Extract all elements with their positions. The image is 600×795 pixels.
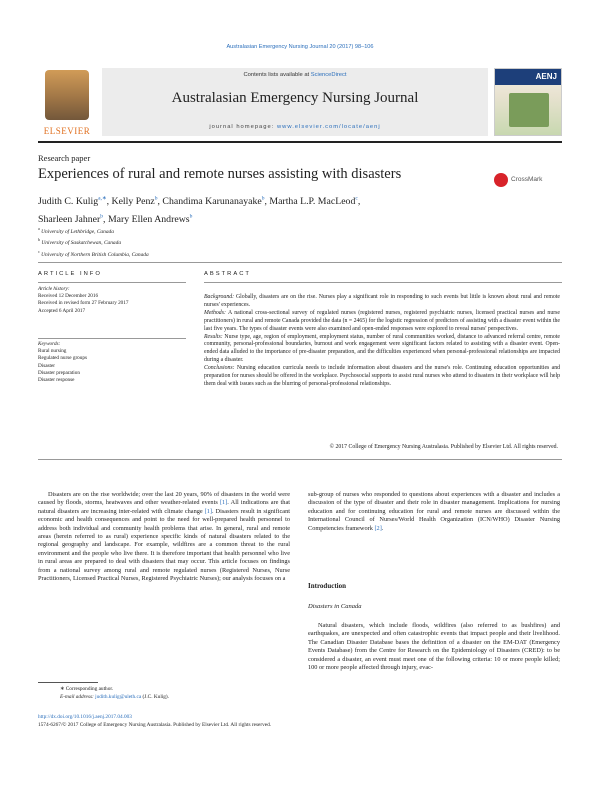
journal-title: Australasian Emergency Nursing Journal [171, 90, 419, 106]
body-right-column: sub-group of nurses who responded to questions about experiences with a disaster and includes a discussion of the type of disaster and their role in disaster management. Implications for nursing education and for continuing education for rural and remote nurses are discussed within the International Council of Nurses/World Health Organization (ICN/WHO) Disaster Nursing Competencies framework [2]. [308, 491, 560, 532]
homepage-prefix: journal homepage: [209, 124, 277, 130]
article-title: Experiences of rural and remote nurses assisting with disasters [38, 166, 402, 182]
article-type: Research paper [38, 153, 91, 163]
affiliation: $^b$ University of Saskatchewan, Canada [38, 237, 122, 247]
elsevier-tree-icon [45, 70, 89, 120]
body-paragraph: Natural disasters, which include floods, wildfires (also referred to as bushfires) and earthquakes, are unexpected and often catastrophic events that impact people and their livelihood. The Canadian Disaster Database bases the definition of a disaster on the EM-DAT (Emergency Events Database) from the Centre for Research on the Epidemiology of Disasters (CRED): to be considered a disaster, an event must meet one of the following criteria: 10 or more people killed; 100 or more people affected through injury, evac- [308, 622, 560, 672]
crossmark-icon [494, 173, 508, 187]
affiliation: $^a$ University of Lethbridge, Canada [38, 226, 114, 235]
keywords: Keywords: Rural nursing Regulated nurse groups Disaster Disaster preparation Disaster response [38, 341, 186, 384]
author[interactable]: Mary Ellen Andrews$^b$ [107, 213, 193, 225]
abstract-background: Background: Globally, disasters are on the rise. Nurses play a significant role in responding to such events but little is known about rural and remote nurses' experiences. [204, 294, 560, 308]
keyword: Disaster preparation [38, 369, 80, 376]
citation-link[interactable]: [1] [204, 507, 212, 515]
abstract-results: Results: Nurse type, age, region of employment, employment status, number of rural communities worked, distance to advanced referral centre, remote community, personal-professional boundaries, burnout and work engagement were significant factors related to assisting with a disaster event. Open-ended data alluded to the importance of pre-disaster preparation, and the difficulties experienced when personal-professional relationships are impacted during a disaster. [204, 333, 560, 364]
journal-cover [494, 68, 562, 136]
divider [38, 459, 562, 460]
divider [38, 262, 562, 263]
doi-link[interactable]: http://dx.doi.org/10.1016/j.aenj.2017.04.003 [38, 714, 132, 720]
abstract-conclusions: Conclusions: Nursing education curricula needs to include information about disasters and the nurse's role. Continuing education opportunities and preparation for nurses should be offered in the workplace. Psychosocial supports to assist rural nurses who attend to disasters in their workplace will help them deal with issues such as the blurring of personal-professional relationships. [204, 365, 560, 387]
abstract-methods: Methods: A national cross-sectional survey of regulated nurses (registered nurses, registered psychiatric nurses, licensed practical nurses and nurse practitioners) in rural and remote Canada provided the data (n = 2465) for the logistic regression of predictors of assisting with a disaster event within the last five years. The types of disaster events were also examined and open-ended responses were explored to reveal nurses' perspectives. [204, 309, 560, 332]
contents-prefix: Contents lists available at [243, 72, 311, 78]
author[interactable]: Martha L.P. MacLeod$^c$, [269, 196, 361, 208]
homepage-link[interactable]: www.elsevier.com/locate/aenj [276, 124, 381, 130]
citation-link[interactable]: [1] [219, 499, 228, 507]
email-link[interactable]: judith.kulig@uleth.ca [95, 693, 142, 700]
elsevier-wordmark: ELSEVIER [43, 126, 91, 136]
keyword: Disaster response [38, 377, 75, 384]
cover-image [509, 93, 549, 127]
abstract-copyright: © 2017 College of Emergency Nursing Australasia. Published by Elsevier Ltd. All rights reserved. [329, 444, 558, 450]
author[interactable]: Kelly Penz$^b$, [111, 196, 163, 208]
cover-title: AENJ [535, 72, 557, 81]
journal-reference[interactable]: Australasian Emergency Nursing Journal 20 (2017) 98–106 [226, 44, 374, 50]
author-list [38, 192, 468, 227]
divider [204, 282, 562, 283]
keyword: Regulated nurse groups [38, 355, 87, 362]
crossmark-badge[interactable] [494, 172, 552, 188]
author[interactable]: Chandima Karunanayake$^b$, [162, 196, 270, 208]
abstract-heading: ABSTRACT [204, 271, 251, 277]
author[interactable]: Judith C. Kulig$^{a,∗}$, [38, 196, 112, 208]
divider [38, 338, 186, 339]
author[interactable]: Sharleen Jahner$^b$, [38, 213, 108, 225]
keyword: Disaster [38, 362, 55, 369]
body-left-column: Disasters are on the rise worldwide; over the last 20 years, 90% of disasters in the world were caused by floods, storms, heatwaves and other weather-related events [1]. All indications are that natural disasters are increasing inter-related with climate change [1]. Disasters result in significant economic and health consequences and point to the need for well-prepared health personnel to address both individual and community health problems that arise. In general, rural and remote areas (herein referred to as rural) experience specific kinds of natural disasters related to the regional geography and landscape. For example, wildfires are a common threat to the rural environment and the people who live there. It is therefore important that health personnel who live in rural areas are prepared to deal with disasters that may occur. This article focuses on findings from a national survey among rural and remote regulated nurses (Registered Nurses, Nurse Practitioners, Licensed Practical Nurses, Registered Psychiatric Nurses); our analysis focuses on a [38, 491, 290, 583]
affiliations [38, 225, 149, 259]
citation-link[interactable]: [2] [374, 524, 382, 532]
abstract-text [204, 294, 560, 389]
contents-line [102, 72, 488, 78]
footnote-rule [38, 682, 98, 683]
corresponding-author-note: ∗ Corresponding author. E-mail address: judith.kulig@uleth.ca (J.C. Kulig). [60, 686, 170, 700]
header-rule [38, 141, 562, 143]
homepage-line [102, 124, 488, 130]
sciencedirect-link[interactable]: ScienceDirect [310, 72, 347, 78]
affiliation: $^c$ University of Northern British Columbia, Canada [38, 248, 149, 258]
article-info-heading: ARTICLE INFO [38, 271, 102, 277]
elsevier-logo [38, 68, 96, 136]
subsection-heading: Disasters in Canada [308, 603, 362, 610]
divider [38, 282, 186, 283]
section-heading: Introduction [308, 582, 346, 590]
keyword: Rural nursing [38, 348, 67, 355]
article-history: Article history: Received 12 December 2016 Received in revised form 27 February 2017 Accepted 6 April 2017 [38, 286, 129, 314]
crossmark-label: CrossMark [511, 176, 543, 183]
issn-line: 1574-6267/© 2017 College of Emergency Nursing Australasia. Published by Elsevier Ltd. All rights reserved. [38, 722, 272, 728]
